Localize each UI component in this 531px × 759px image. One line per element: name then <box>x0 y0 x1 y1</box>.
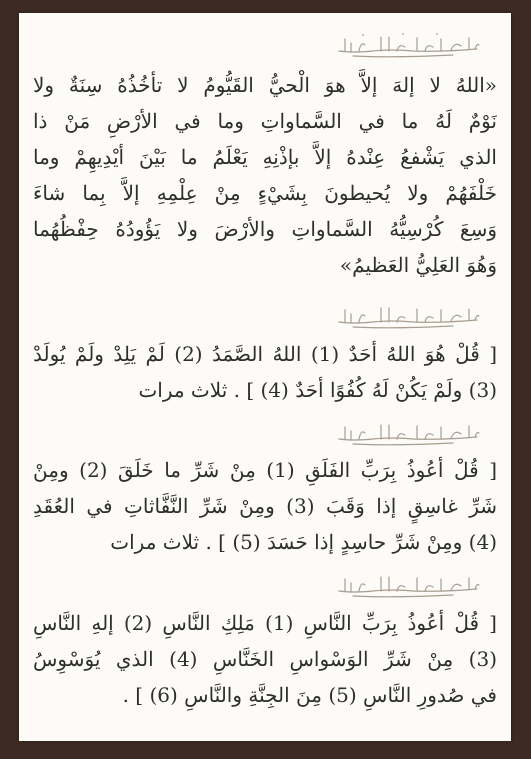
verse-line: نَوْمٌ لَهُ ما في السَّماواتِ وما في الأرْضِ مَنْ ذا <box>33 109 497 133</box>
ayat-al-kursi-text <box>33 67 497 283</box>
verse-line: الذي يَشْفعُ عِنْدهُ إلاَّ بإذْنِهِ يَعْلَمُ ما بَيْنَ أيْدِيهِمْ وما <box>33 145 497 169</box>
verse-line: شَرِّ غاسِقٍ إذا وَقَبَ (3) ومِنْ شَرِّ النَّفَّاثاتِ في العُقَدِ <box>33 494 497 518</box>
document-page <box>19 13 511 741</box>
verse-line: في صُدورِ النَّاسِ (5) مِنَ الجِنَّةِ والنَّاسِ (6) ] . <box>122 683 497 707</box>
verse-line: [ قُلْ أعُوذُ بِرَبِّ النَّاسِ (1) مَلِكِ النَّاسِ (2) إلهِ النَّاسِ <box>33 611 497 635</box>
verse-line: خَلْفَهُمْ ولا يُحيطونَ بِشَيْءٍ مِنْ عِلْمِهِ إلاَّ بِما شاءَ <box>33 181 497 205</box>
verse-line: [ قُلْ أعُوذُ بِرَبِّ الفَلَقِ (1) مِنْ شَرِّ ما خَلَقَ (2) ومِنْ <box>33 458 497 482</box>
verse-line: [ قُلْ هُوَ اللهُ أحَدٌ (1) اللهُ الصَّمَدُ (2) لَمْ يَلِدْ ولَمْ يُولَدْ <box>33 342 497 366</box>
verse-line: (4) ومِنْ شَرِّ حاسِدٍ إذا حَسَدَ (5) ] . ثلاث مرات <box>110 530 497 554</box>
verse-line: (3) مِنْ شَرِّ الوَسْواسِ الخَنَّاسِ (4) الذي يُوَسْوِسُ <box>33 647 497 671</box>
basmala-calligraphy <box>333 417 483 447</box>
basmala-calligraphy <box>333 29 483 59</box>
an-nas-text <box>33 605 497 713</box>
verse-line: وَهُوَ العَلِيُّ العَظيمُ» <box>339 253 497 277</box>
basmala-calligraphy <box>333 300 483 330</box>
verse-line: وَسِعَ كُرْسِيُّهُ السَّماواتِ والأرْضَ ولا يَؤُودُهُ حِفْظُهُما <box>33 217 497 241</box>
al-ikhlas-text <box>33 336 497 408</box>
basmala-calligraphy <box>333 569 483 599</box>
verse-line: (3) ولَمْ يَكُنْ لَهُ كُفُوًا أحَدٌ (4) ] . ثلاث مرات <box>138 378 497 402</box>
verse-line: «اللهُ لا إلهَ إلاَّ هوَ الْحيُّ القَيُّومُ لا تأخُذُهُ سِنَةٌ ولا <box>33 73 497 97</box>
al-falaq-text <box>33 452 497 560</box>
